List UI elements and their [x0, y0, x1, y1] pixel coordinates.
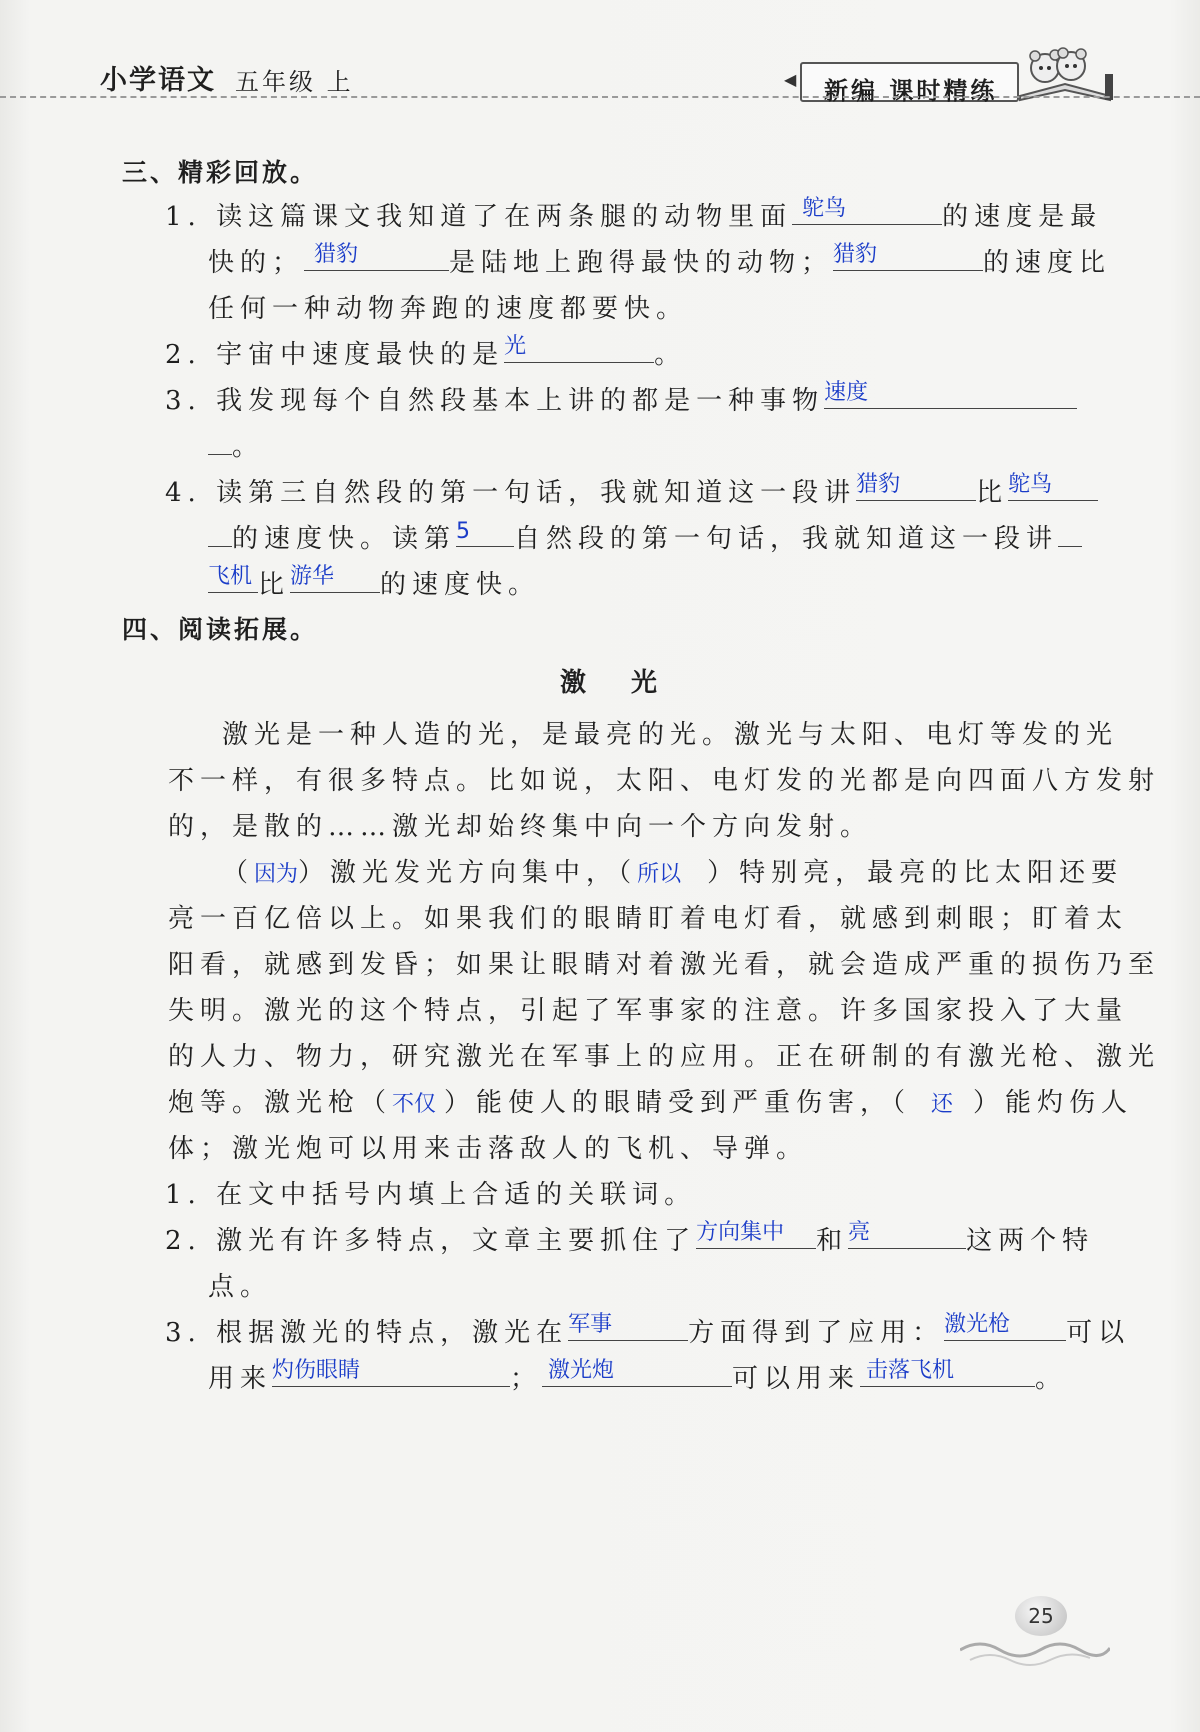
section4-title: 四、阅读拓展。	[122, 615, 319, 644]
handwritten-answer: 猎豹	[314, 242, 359, 267]
answer-blank-cont	[208, 564, 258, 593]
handwritten-answer: 鸵鸟	[1008, 472, 1053, 497]
passage-p2-line3: 阳看，就感到发昏；如果让眼睛对着激光看，就会造成严重的损伤乃至	[168, 950, 1161, 980]
passage-p1-line2: 不一样，有很多特点。比如说，太阳、电灯发的光都是向四面八方发射	[168, 766, 1161, 796]
q-text: 比	[258, 570, 291, 600]
bear-book-icon	[1015, 44, 1115, 104]
handwritten-answer: 激光枪	[944, 1312, 1011, 1337]
grade-label: 五年级 上	[235, 68, 354, 96]
passage-p2-line7: 体；激光炮可以用来击落敌人的飞机、导弹。	[168, 1134, 809, 1164]
q-text: 。	[232, 432, 265, 462]
q-text: 用来	[208, 1364, 273, 1394]
passage-p2-line6	[168, 1082, 1133, 1119]
answer-blank[interactable]	[860, 1358, 1035, 1387]
page-number: 25	[1015, 1596, 1067, 1636]
answer-blank[interactable]	[304, 242, 449, 271]
q-text: 读第三自然段的第一句话，我就知道这一段讲	[216, 478, 857, 508]
q-text: 和	[816, 1226, 849, 1256]
q-text: 宇宙中速度最快的是	[216, 340, 505, 370]
handwritten-answer: 击落飞机	[866, 1358, 955, 1383]
q-text: 这两个特	[966, 1226, 1095, 1256]
q-number: 3.	[165, 386, 202, 416]
handwritten-answer: 猎豹	[856, 472, 901, 497]
answer-blank[interactable]	[1058, 546, 1082, 547]
passage-text: 激光发光方向集中，	[330, 858, 619, 888]
handwritten-answer: 猎豹	[833, 242, 878, 267]
handwritten-answer: 5	[456, 519, 471, 544]
answer-blank[interactable]	[272, 1358, 510, 1387]
handwritten-answer: 光	[504, 334, 527, 359]
handwritten-answer: 激光炮	[548, 1358, 615, 1383]
q-text: 可以	[1066, 1318, 1131, 1348]
handwritten-answer: 所以	[637, 862, 682, 887]
q-number: 1.	[165, 202, 202, 232]
header-divider	[0, 96, 1200, 98]
s3-q1-line2	[208, 242, 1111, 279]
q-text: 的速度比	[983, 248, 1112, 278]
passage-title: 激 光	[560, 668, 676, 698]
handwritten-answer: 亮	[848, 1220, 871, 1245]
q-text: 我发现每个自然段基本上讲的都是一种事物	[216, 386, 825, 416]
q-text: ；	[510, 1364, 543, 1394]
s3-q3-line2	[208, 426, 264, 463]
s3-q4-line2	[208, 518, 1082, 555]
q-text: 读这篇课文我知道了在两条腿的动物里面	[216, 202, 793, 232]
q-number: 3.	[165, 1318, 202, 1348]
arrow-left-icon: ◀	[784, 70, 797, 89]
q-text: 自然段的第一句话，我就知道这一段讲	[514, 524, 1059, 554]
s4-q3-line2	[208, 1358, 1067, 1395]
series-name: 新编 课时精练	[824, 76, 998, 105]
q-number: 1.	[165, 1180, 202, 1210]
s3-q3-line1	[165, 380, 1077, 417]
handwritten-answer: 军事	[568, 1312, 613, 1337]
q-text: 的速度快。	[380, 570, 541, 600]
passage-text: ）能灼伤人	[973, 1088, 1134, 1118]
answer-blank[interactable]	[944, 1312, 1066, 1341]
handwritten-answer: 飞机	[208, 564, 253, 589]
passage-p2-line1: （因为）激光发光方向集中，（所以 ）特别亮，最亮的比太阳还要	[222, 858, 1124, 888]
passage-p2-line5: 的人力、物力，研究激光在军事上的应用。正在研制的有激光枪、激光	[168, 1042, 1161, 1072]
q-number: 4.	[165, 478, 202, 508]
handwritten-answer: 鸵鸟	[802, 196, 847, 221]
s4-q2-line2: 点。	[208, 1272, 273, 1302]
s3-q1-line1	[165, 196, 1102, 233]
answer-blank[interactable]	[1008, 472, 1098, 501]
answer-blank-cont	[208, 546, 232, 547]
s3-q1-line3: 任何一种动物奔跑的速度都要快。	[208, 294, 689, 324]
passage-p1-line3: 的，是散的……激光却始终集中向一个方向发射。	[168, 812, 873, 842]
handwritten-answer: 还	[931, 1092, 954, 1117]
passage-p1-line1: 激光是一种人造的光，是最亮的光。激光与太阳、电灯等发的光	[222, 720, 1119, 750]
answer-blank[interactable]	[856, 472, 976, 501]
answer-blank[interactable]	[696, 1220, 816, 1249]
answer-blank[interactable]	[504, 334, 654, 363]
s3-q4-line1	[165, 472, 1098, 509]
answer-blank[interactable]	[542, 1358, 732, 1387]
answer-blank[interactable]	[792, 196, 942, 225]
passage-text: 特别亮，最亮的比太阳还要	[739, 858, 1124, 888]
q-number: 2.	[165, 340, 202, 370]
s4-q2-line1	[165, 1220, 1094, 1257]
q-text: 快的；	[208, 248, 305, 278]
q-number: 2.	[165, 1226, 202, 1256]
s3-q2	[165, 334, 686, 371]
passage-text: ）能使人的眼睛受到严重伤害，（	[444, 1088, 912, 1118]
answer-blank-cont	[208, 454, 232, 455]
q-text: 的速度是最	[942, 202, 1103, 232]
s4-q1	[165, 1174, 696, 1211]
answer-blank[interactable]	[833, 242, 983, 271]
handwritten-answer: 灼伤眼睛	[272, 1358, 361, 1383]
section3-title: 三、精彩回放。	[122, 158, 319, 187]
s3-q4-line3	[208, 564, 540, 601]
handwritten-answer: 游华	[290, 564, 335, 589]
q-text: 在文中括号内填上合适的关联词。	[216, 1180, 697, 1210]
passage-text: 炮等。激光枪（	[168, 1088, 393, 1118]
answer-blank[interactable]	[290, 564, 380, 593]
handwritten-answer: 因为	[254, 862, 299, 887]
wave-decoration-icon	[960, 1630, 1110, 1670]
handwritten-answer: 方向集中	[696, 1220, 785, 1245]
passage-p2-line4: 失明。激光的这个特点，引起了军事家的注意。许多国家投入了大量	[168, 996, 1129, 1026]
q-text: 的速度快。读第	[232, 524, 457, 554]
q-text: 比	[976, 478, 1009, 508]
passage-p2-line2: 亮一百亿倍以上。如果我们的眼睛盯着电灯看，就感到刺眼；盯着太	[168, 904, 1129, 934]
answer-blank[interactable]	[824, 380, 1077, 409]
answer-blank[interactable]	[456, 519, 514, 547]
q-text: 。	[1035, 1364, 1068, 1394]
q-text: 根据激光的特点，激光在	[216, 1318, 569, 1348]
q-text: 可以用来	[732, 1364, 861, 1394]
answer-blank[interactable]	[568, 1312, 688, 1341]
q-text: 是陆地上跑得最快的动物；	[449, 248, 834, 278]
s4-q3-line1	[165, 1312, 1130, 1349]
q-text: 激光有许多特点，文章主要抓住了	[216, 1226, 697, 1256]
handwritten-answer: 不仅	[392, 1092, 437, 1117]
answer-blank[interactable]	[848, 1220, 966, 1249]
handwritten-answer: 速度	[824, 380, 869, 405]
q-text: 方面得到了应用：	[688, 1318, 945, 1348]
q-text: 。	[654, 340, 687, 370]
subject-title: 小学语文	[100, 65, 216, 96]
